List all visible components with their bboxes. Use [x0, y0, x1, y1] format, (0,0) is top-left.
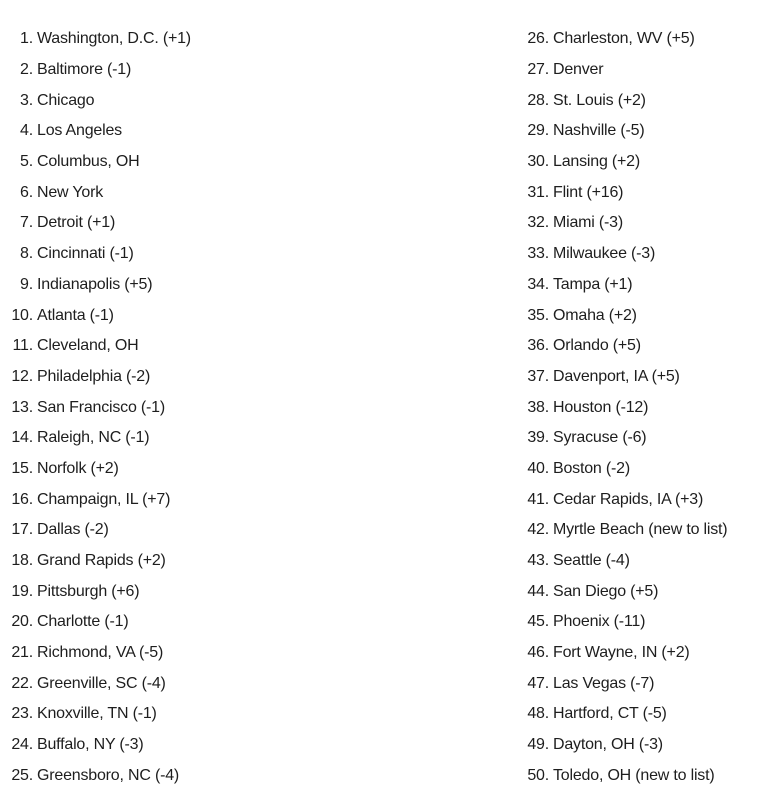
list-item: [512, 638, 727, 669]
list-item: [0, 607, 191, 638]
list-item: [0, 392, 191, 423]
city-name: Charleston, WV (+5): [553, 30, 695, 48]
city-name: Atlanta (-1): [37, 306, 114, 324]
list-item: [0, 147, 191, 178]
list-item: [0, 208, 191, 239]
list-item: [0, 85, 191, 116]
city-name: Knoxville, TN (-1): [37, 705, 157, 723]
rank-number: 4.: [20, 122, 33, 140]
city-name: Baltimore (-1): [37, 61, 132, 79]
rank-number: 29.: [527, 122, 549, 140]
list-item: [0, 239, 191, 270]
rank-number: 25.: [11, 766, 33, 784]
city-name: Dallas (-2): [37, 521, 109, 539]
rank-number: 24.: [11, 736, 33, 754]
city-name: Pittsburgh (+6): [37, 582, 140, 600]
list-item: [512, 699, 727, 730]
city-name: Charlotte (-1): [37, 613, 129, 631]
list-item: [0, 761, 191, 792]
list-item: [512, 147, 727, 178]
rank-number: 38.: [527, 398, 549, 416]
city-name: Syracuse (-6): [553, 429, 647, 447]
rank-number: 1.: [20, 30, 33, 48]
list-item: [512, 761, 727, 792]
list-item: [0, 423, 191, 454]
rank-number: 10.: [11, 306, 33, 324]
rank-number: 6.: [20, 183, 33, 201]
list-item: [512, 392, 727, 423]
city-name: Grand Rapids (+2): [37, 552, 166, 570]
rank-number: 23.: [11, 705, 33, 723]
city-name: Greenville, SC (-4): [37, 674, 166, 692]
rank-number: 11.: [12, 337, 33, 355]
list-item: [512, 546, 727, 577]
city-name: Orlando (+5): [553, 337, 641, 355]
rank-number: 33.: [527, 245, 549, 263]
list-item: [512, 668, 727, 699]
list-item: [0, 638, 191, 669]
city-name: Seattle (-4): [553, 552, 630, 570]
list-item: [0, 668, 191, 699]
rank-number: 20.: [11, 613, 33, 631]
list-item: [512, 116, 727, 147]
rank-number: 32.: [527, 214, 549, 232]
rank-number: 31.: [527, 183, 549, 201]
rank-number: 36.: [527, 337, 549, 355]
list-item: [512, 423, 727, 454]
city-name: Chicago: [37, 91, 95, 109]
city-name: Davenport, IA (+5): [553, 367, 680, 385]
rank-number: 14.: [11, 429, 33, 447]
rank-number: 13.: [11, 398, 33, 416]
city-name: Denver: [553, 61, 604, 79]
city-name: Raleigh, NC (-1): [37, 429, 150, 447]
rank-number: 21.: [11, 644, 33, 662]
rank-number: 28.: [527, 91, 549, 109]
rank-number: 48.: [527, 705, 549, 723]
city-name: Boston (-2): [553, 459, 630, 477]
list-item: [512, 454, 727, 485]
list-item: [0, 116, 191, 147]
list-item: [0, 484, 191, 515]
city-name: Tampa (+1): [553, 275, 633, 293]
city-name: Hartford, CT (-5): [553, 705, 667, 723]
city-name: Norfolk (+2): [37, 459, 119, 477]
city-name: Miami (-3): [553, 214, 623, 232]
city-name: Phoenix (-11): [553, 613, 646, 631]
list-item: [512, 331, 727, 362]
list-item: [512, 362, 727, 393]
rank-number: 47.: [527, 674, 549, 692]
city-name: San Francisco (-1): [37, 398, 165, 416]
city-name: Las Vegas (-7): [553, 674, 655, 692]
rank-number: 39.: [527, 429, 549, 447]
list-item: [0, 454, 191, 485]
city-name: Cleveland, OH: [37, 337, 139, 355]
rank-number: 7.: [20, 214, 33, 232]
list-item: [0, 362, 191, 393]
city-name: Toledo, OH (new to list): [553, 766, 715, 784]
city-name: Flint (+16): [553, 183, 624, 201]
rank-number: 41.: [527, 490, 549, 508]
city-name: Columbus, OH: [37, 153, 140, 171]
list-item: [512, 607, 727, 638]
rank-number: 50.: [527, 766, 549, 784]
rank-number: 19.: [11, 582, 33, 600]
city-name: Washington, D.C. (+1): [37, 30, 191, 48]
rank-number: 26.: [527, 30, 549, 48]
city-name: Detroit (+1): [37, 214, 116, 232]
rank-number: 16.: [11, 490, 33, 508]
list-item: [0, 331, 191, 362]
city-name: Lansing (+2): [553, 153, 640, 171]
list-item: [512, 239, 727, 270]
list-item: [0, 730, 191, 761]
rank-number: 22.: [11, 674, 33, 692]
city-name: Nashville (-5): [553, 122, 645, 140]
rank-number: 3.: [20, 91, 33, 109]
rank-number: 46.: [527, 644, 549, 662]
list-item: [0, 699, 191, 730]
city-name: Champaign, IL (+7): [37, 490, 171, 508]
city-name: Cedar Rapids, IA (+3): [553, 490, 704, 508]
list-item: [512, 270, 727, 301]
rank-number: 5.: [20, 153, 33, 171]
city-name: Richmond, VA (-5): [37, 644, 164, 662]
rank-number: 34.: [527, 275, 549, 293]
city-name: Cincinnati (-1): [37, 245, 134, 263]
city-name: Buffalo, NY (-3): [37, 736, 144, 754]
rank-number: 49.: [527, 736, 549, 754]
list-item: [0, 270, 191, 301]
list-item: [0, 55, 191, 86]
rank-number: 9.: [20, 275, 33, 293]
city-name: Omaha (+2): [553, 306, 637, 324]
list-item: [512, 576, 727, 607]
city-name: Dayton, OH (-3): [553, 736, 663, 754]
ranking-list-left: [0, 24, 191, 791]
city-name: Fort Wayne, IN (+2): [553, 644, 690, 662]
rank-number: 37.: [527, 367, 549, 385]
list-item: [512, 208, 727, 239]
list-item: [512, 24, 727, 55]
city-name: Indianapolis (+5): [37, 275, 153, 293]
rank-number: 17.: [11, 521, 33, 539]
ranking-list-right: [512, 24, 727, 791]
rank-number: 45.: [527, 613, 549, 631]
rank-number: 8.: [20, 245, 33, 263]
rank-number: 35.: [527, 306, 549, 324]
list-item: [512, 730, 727, 761]
rank-number: 12.: [11, 367, 33, 385]
list-item: [0, 576, 191, 607]
rank-number: 44.: [527, 582, 549, 600]
list-item: [0, 300, 191, 331]
list-item: [512, 177, 727, 208]
rank-number: 27.: [527, 61, 549, 79]
city-name: St. Louis (+2): [553, 91, 646, 109]
rank-number: 43.: [527, 552, 549, 570]
city-name: San Diego (+5): [553, 582, 659, 600]
rank-number: 42.: [527, 521, 549, 539]
rank-number: 15.: [11, 459, 33, 477]
city-name: Philadelphia (-2): [37, 367, 151, 385]
list-item: [512, 55, 727, 86]
list-item: [0, 24, 191, 55]
list-item: [512, 300, 727, 331]
list-item: [512, 484, 727, 515]
city-name: Myrtle Beach (new to list): [553, 521, 728, 539]
rank-number: 2.: [20, 61, 33, 79]
city-name: Los Angeles: [37, 122, 122, 140]
list-item: [0, 177, 191, 208]
city-name: Houston (-12): [553, 398, 649, 416]
rank-number: 30.: [527, 153, 549, 171]
city-name: New York: [37, 183, 103, 201]
list-item: [512, 85, 727, 116]
rank-number: 40.: [527, 459, 549, 477]
city-name: Greensboro, NC (-4): [37, 766, 180, 784]
list-item: [512, 515, 727, 546]
rank-number: 18.: [11, 552, 33, 570]
city-name: Milwaukee (-3): [553, 245, 656, 263]
list-item: [0, 515, 191, 546]
list-item: [0, 546, 191, 577]
